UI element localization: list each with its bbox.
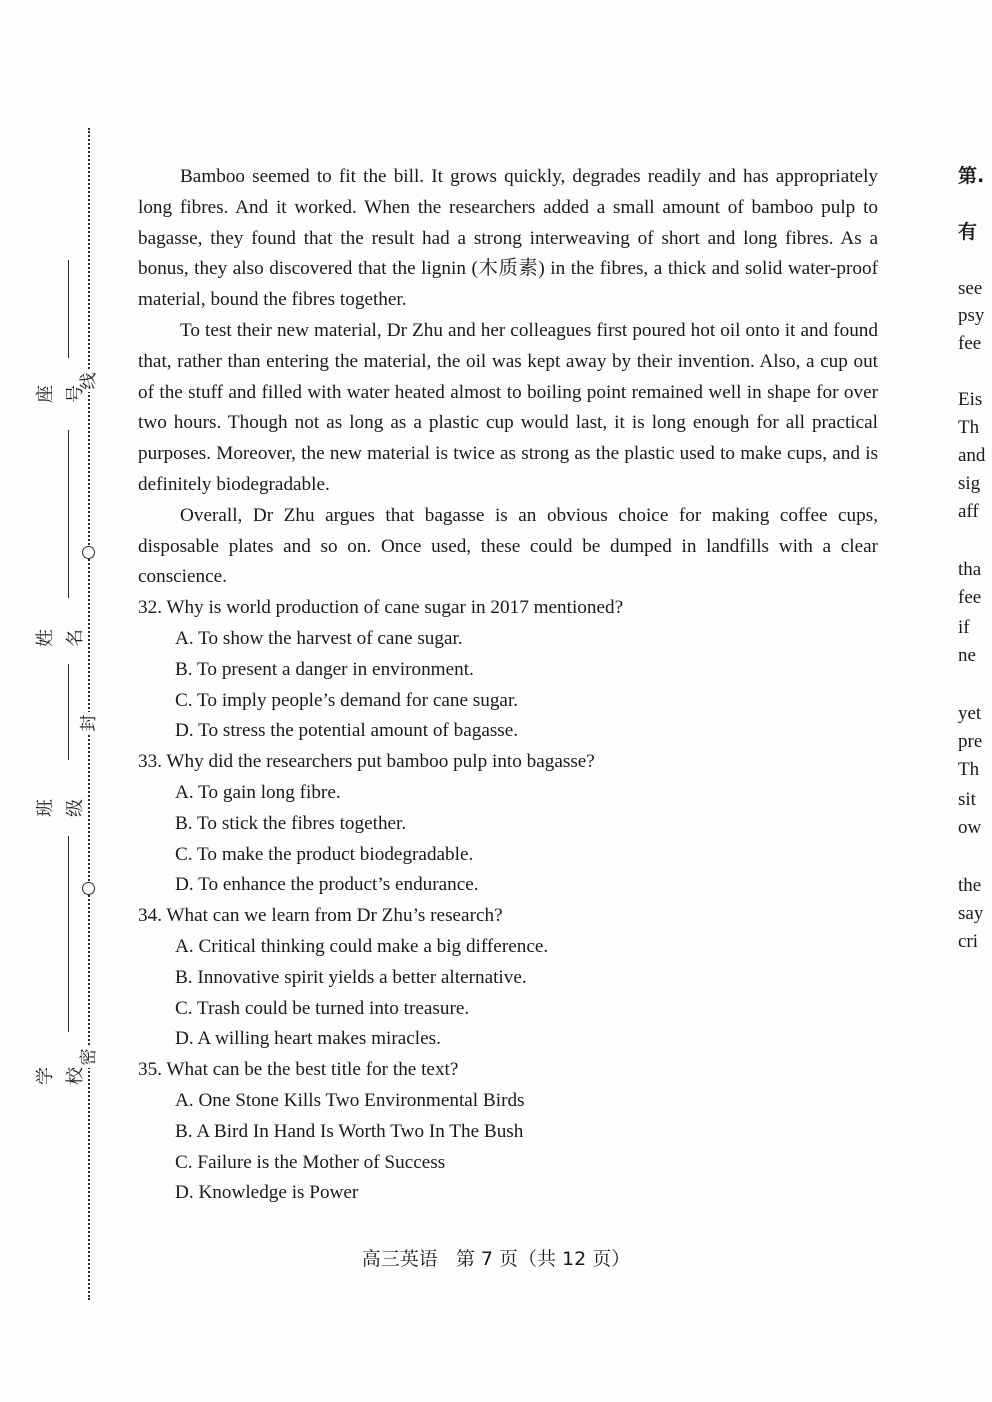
question-option: D. To enhance the product’s endurance. [175,874,479,896]
footer-page-number: 第 7 页（共 12 页） [455,1248,631,1270]
class-label: 班级 [35,799,86,817]
right-column-fragment: Th [958,759,980,780]
main-content [138,162,878,1209]
question-option: B. A Bird In Hand Is Worth Two In The Bush [175,1120,524,1142]
seat-number-label: 座号 [35,385,86,403]
seat-number-line [68,260,69,358]
question-option: A. To gain long fibre. [175,781,341,803]
right-column-fragment: the [958,875,982,896]
right-column-fragment: psy [958,305,985,326]
question-option: C. To imply people’s demand for cane sugar. [175,689,519,711]
question-33 [138,747,878,901]
binding-marker-line: 线 [78,370,100,392]
binding-marker-seal: 封 [78,712,100,734]
page-footer [0,1244,992,1274]
question-option: A. To show the harvest of cane sugar. [175,627,463,649]
right-column-fragment: cri [958,931,979,952]
question-option: D. To stress the potential amount of bagasse. [175,720,519,742]
right-column-fragment: aff [958,501,979,522]
school-label: 学校 [35,1067,86,1085]
question-option: B. To stick the fibres together. [175,812,407,834]
right-column-fragment: 第. [958,165,985,187]
right-column-fragment: pre [958,731,983,752]
question-32 [138,593,878,747]
question-stem: 34. What can we learn from Dr Zhu’s research? [138,905,503,927]
passage-paragraph: Bamboo seemed to fit the bill. It grows quickly, degrades readily and has appropriately long fibres. And it worked. When the researchers added a small amount of bamboo pulp to bagasse, they found that the result had a strong interweaving of short and long fibres. As a bonus, they also discovered that the lignin (木质素) in the fibres, a thick and solid water-proof material, bound the fibres together. [138,166,878,311]
right-column-fragment: 有 [958,221,978,243]
question-option: C. Trash could be turned into treasure. [175,997,470,1019]
question-option: B. Innovative spirit yields a better alternative. [175,966,527,988]
name-line [68,430,69,598]
question-option: B. To present a danger in environment. [175,658,474,680]
question-stem: 32. Why is world production of cane sugar in 2017 mentioned? [138,597,624,619]
binding-marker-secret: 密 [78,1046,100,1068]
right-column-fragment: ne [958,645,976,666]
question-option: C. Failure is the Mother of Success [175,1151,446,1173]
right-column-fragment: sit [958,789,976,810]
right-column-fragment: Eis [958,389,983,410]
question-option: A. Critical thinking could make a big difference. [175,935,549,957]
right-column-fragment: fee [958,587,982,608]
question-option: A. One Stone Kills Two Environmental Birds [175,1089,525,1111]
right-column-fragment: Th [958,417,980,438]
right-column-fragment: tha [958,559,982,580]
right-column-fragment: ow [958,817,982,838]
footer-subject: 高三英语 [361,1248,438,1270]
question-35 [138,1055,878,1209]
question-option: C. To make the product biodegradable. [175,843,474,865]
passage-paragraph: To test their new material, Dr Zhu and her colleagues first poured hot oil onto it and found that, rather than entering the material, the oil was kept away by their invention. Also, a cup out of the stuff and filled with water heated almost to boiling point remained well in shape for over two hours. Though not as long as a plastic cup would last, it is long enough for all practical purposes. Moreover, the new material is twice as strong as the plastic used to make cups, and is definitely biodegradable. [138,319,878,495]
question-option: D. A willing heart makes miracles. [175,1028,441,1050]
right-column-fragment: yet [958,703,982,724]
right-column-fragment: if [958,617,970,638]
passage-paragraph: Overall, Dr Zhu argues that bagasse is an obvious choice for making coffee cups, disposable plates and so on. Once used, these could be dumped in landfills with a clear conscience. [138,504,878,588]
question-stem: 35. What can be the best title for the text? [138,1059,459,1081]
binding-circle-top [82,546,95,559]
binding-circle-bottom [82,882,95,895]
name-label: 姓名 [35,629,86,647]
school-line [68,836,69,1032]
right-column-fragment: sig [958,473,981,494]
question-option: D. Knowledge is Power [175,1182,359,1204]
right-column-fragment: fee [958,333,982,354]
right-column-fragment: and [958,445,986,466]
class-line [68,664,69,760]
right-column-fragment: see [958,278,983,299]
right-column-fragment: say [958,903,984,924]
question-stem: 33. Why did the researchers put bamboo pulp into bagasse? [138,751,595,773]
question-34 [138,901,878,1055]
